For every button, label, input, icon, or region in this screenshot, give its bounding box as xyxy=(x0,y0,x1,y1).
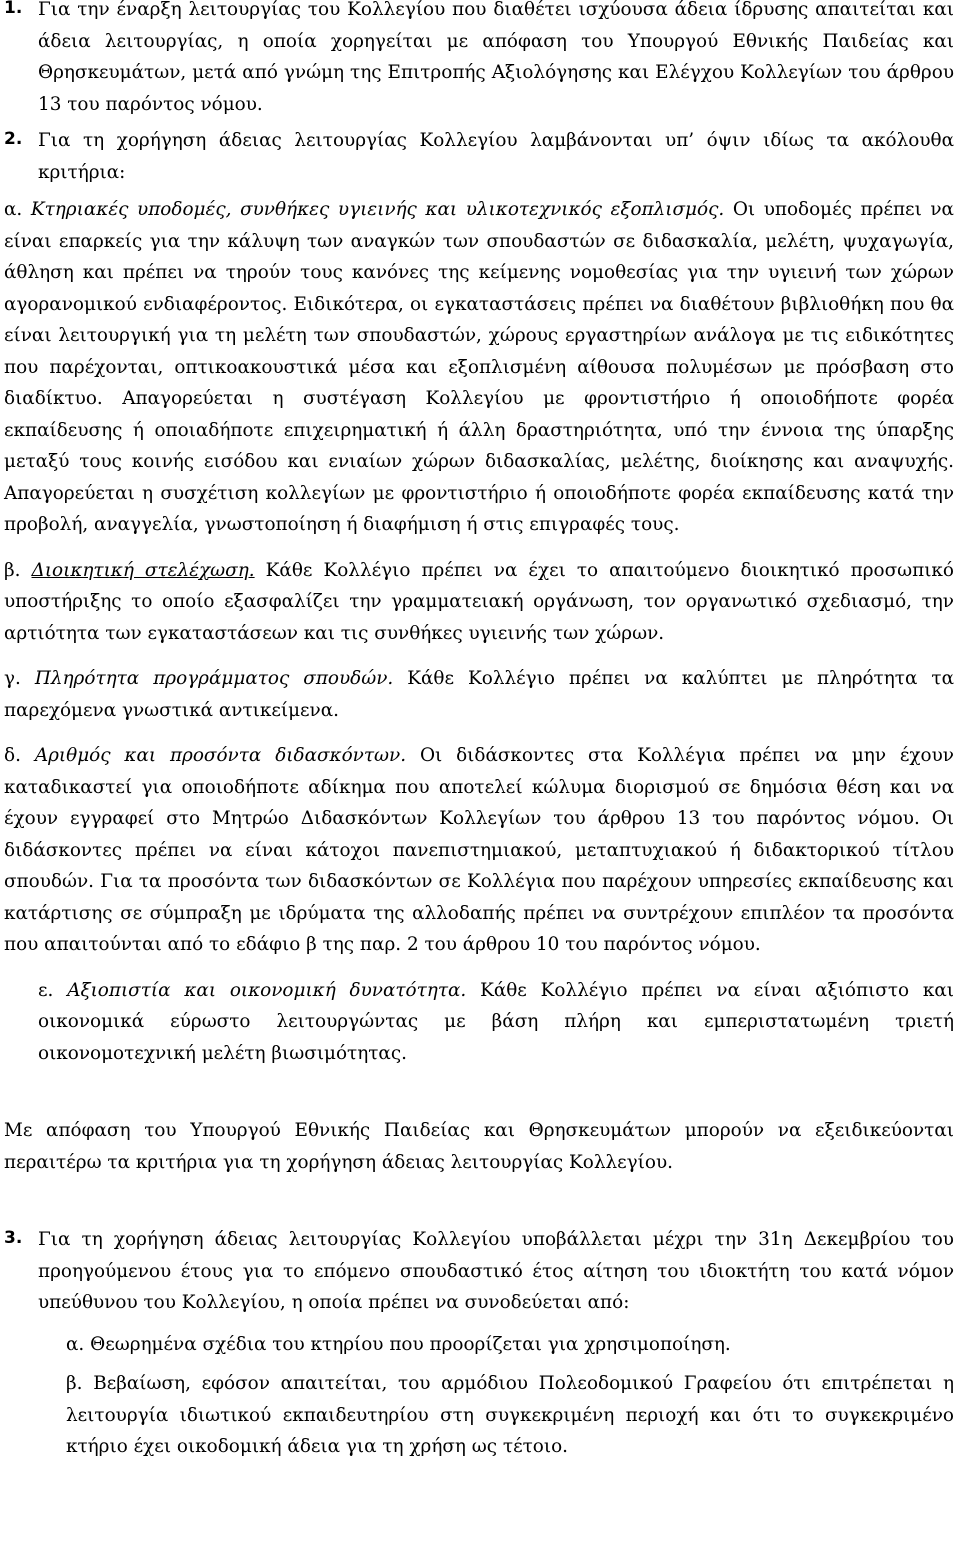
section-number: 2. xyxy=(4,129,23,149)
section-number: 1. xyxy=(4,0,23,18)
criterion-body: Κάθε Κολλέγιο πρέπει να καλύπτει με πληρότητα τα παρεχόμενα γνωστικά αντικείμενα. xyxy=(4,668,954,721)
criterion-title: Κτηριακές υποδομές, συνθήκες υγιεινής και υλικοτεχνικός εξοπλισμός. xyxy=(30,199,725,220)
section-1-text: Για την έναρξη λειτουργίας του Κολλεγίου που διαθέτει ισχύουσα άδεια ίδρυσης απαιτείται και άδεια λειτουργίας, η οποία χορηγείται με απόφαση του Υπουργού Εθνικής Παιδείας και Θρησκευμάτων, μετά από γνώμη της Επιτροπής Αξιολόγησης και Ελέγχου Κολλεγίων του άρθρου 13 του παρόντος νόμου. xyxy=(38,0,954,115)
attachments-list xyxy=(0,1329,954,1463)
criterion-title: Αριθμός και προσόντα διδασκόντων. xyxy=(34,745,407,766)
attachment-label: α. xyxy=(66,1333,85,1355)
criterion-b xyxy=(4,555,954,650)
section-2-intro: Για τη χορήγηση άδειας λειτουργίας Κολλεγίου λαμβάνονται υπ’ όψιν ιδίως τα ακόλουθα κριτήρια: xyxy=(38,130,954,183)
criterion-title: Διοικητική στελέχωση. xyxy=(31,559,255,581)
decision-paragraph xyxy=(0,1115,954,1178)
attachment-label: β. xyxy=(66,1373,83,1394)
criterion-body: Κάθε Κολλέγιο πρέπει να είναι αξιόπιστο και οικονομικά εύρωστο λειτουργώντας με βάση πλήρη και εμπεριστατωμένη τριετή οικονομοτεχνική μελέτη βιωσιμότητας. xyxy=(38,979,954,1064)
criterion-body: Κάθε Κολλέγιο πρέπει να έχει το απαιτούμενο διοικητικό προσωπικό υποστήριξης το οποίο εξασφαλίζει την γραμματειακή οργάνωση, τον οργανωτικό σχεδιασμό, την αρτιότητα των εγκαταστάσεων και τις συνθήκες υγιεινής των χώρων. xyxy=(4,559,954,644)
attachment-text: Βεβαίωση, εφόσον απαιτείται, του αρμόδιου Πολεοδομικού Γραφείου ότι επιτρέπεται η λειτουργία ιδιωτικού εκπαιδευτηρίου στη συγκεκριμένη περιοχή και ότι το συγκεκριμένο κτήριο έχει οικοδομική άδεια για τη χρήση ως τέτοιο. xyxy=(66,1373,954,1457)
section-2 xyxy=(0,125,954,188)
criterion-body: Οι υποδομές πρέπει να είναι επαρκείς για την κάλυψη των αναγκών των σπουδαστών σε διδασκαλία, μελέτη, ψυχαγωγία, άθληση και πρέπει να τηρούν τους κανόνες της κείμενης νομοθεσίας για την υγιεινή των χώρων αγορανομικού ενδιαφέροντος. Ειδικότερα, οι εγκαταστάσεις πρέπει να διαθέτουν βιβλιοθήκη που θα είναι λειτουργική για τη μελέτη των σπουδαστών, χώρους εργαστηρίων ανάλογα με τις ειδικότητες που παρέχονται, οπτικοακουστικά μέσα και εξοπλισμένη αίθουσα πολυμέσων με πρόσβαση στο διαδίκτυο. Απαγορεύεται η συστέγαση Κολλεγίου με φροντιστήριο ή οποιοδήποτε φορέα εκπαίδευσης ή οποιαδήποτε επιχειρηματική ή άλλη δραστηριότητα, υπό την έννοια της ύπαρξης μεταξύ τους κοινής εισόδου και ενιαίων χώρων διδασκαλίας, μελέτης, διοίκησης και αναψυχής. Απαγορεύεται η συσχέτιση κολλεγίων με φροντιστήριο ή οποιοδήποτε φορέα εκπαίδευσης κατά την προβολή, αναγγελία, γνωστοποίηση ή διαφήμιση ή στις επιγραφές τους. xyxy=(4,199,954,535)
criterion-body: Οι διδάσκοντες στα Κολλέγια πρέπει να μην έχουν καταδικαστεί για οποιοδήποτε αδίκημα που αποτελεί κώλυμα διορισμού σε δημόσια θέση και να έχουν εγγραφεί στο Μητρώο Διδασκόντων Κολλεγίων του άρθρου 13 του παρόντος νόμου. Οι διδάσκοντες πρέπει να είναι κάτοχοι πανεπιστημιακού, μεταπτυχιακού ή διδακτορικού τίτλου σπουδών. Για τα προσόντα των διδασκόντων σε Κολλέγια που παρέχουν υπηρεσίες εκπαίδευσης και κατάρτισης σε σύμπραξη με ιδρύματα της αλλοδαπής πρέπει να συντρέχουν επιπλέον τα προσόντα που απαιτούνται από το εδάφιο β της παρ. 2 του άρθρου 10 του παρόντος νόμου. xyxy=(4,745,954,955)
criterion-label: γ. xyxy=(4,668,21,689)
criterion-e xyxy=(38,975,954,1070)
section-number: 3. xyxy=(4,1228,23,1248)
criterion-label: ε. xyxy=(38,979,54,1001)
attachment-b xyxy=(66,1368,954,1463)
criterion-label: α. xyxy=(4,199,23,220)
criteria-list xyxy=(0,194,954,961)
criterion-label: β. xyxy=(4,559,21,581)
criterion-e-wrap xyxy=(0,975,954,1070)
criterion-title: Πληρότητα προγράμματος σπουδών. xyxy=(34,668,394,689)
section-3-text: Για τη χορήγηση άδειας λειτουργίας Κολλεγίου υποβάλλεται μέχρι την 31η Δεκεμβρίου του προηγούμενου έτους για το επόμενο σπουδαστικό έτος αίτηση του ιδιοκτήτη του κατά νόμον υπεύθυνου του Κολλεγίου, η οποία πρέπει να συνοδεύεται από: xyxy=(38,1229,954,1313)
attachment-a xyxy=(66,1329,954,1361)
criterion-a xyxy=(4,194,954,541)
criterion-title: Αξιοπιστία και οικονομική δυνατότητα. xyxy=(67,979,467,1001)
decision-text: Με απόφαση του Υπουργού Εθνικής Παιδείας και Θρησκευμάτων μπορούν να εξειδικεύονται περαιτέρω τα κριτήρια για τη χορήγηση άδειας λειτουργίας Κολλεγίου. xyxy=(4,1120,954,1173)
section-1 xyxy=(0,0,954,120)
section-3 xyxy=(0,1224,954,1319)
criterion-label: δ. xyxy=(4,745,21,766)
attachment-text: Θεωρημένα σχέδια του κτηρίου που προορίζεται για χρησιμοποίηση. xyxy=(90,1333,731,1355)
criterion-d xyxy=(4,740,954,961)
criterion-c xyxy=(4,663,954,726)
